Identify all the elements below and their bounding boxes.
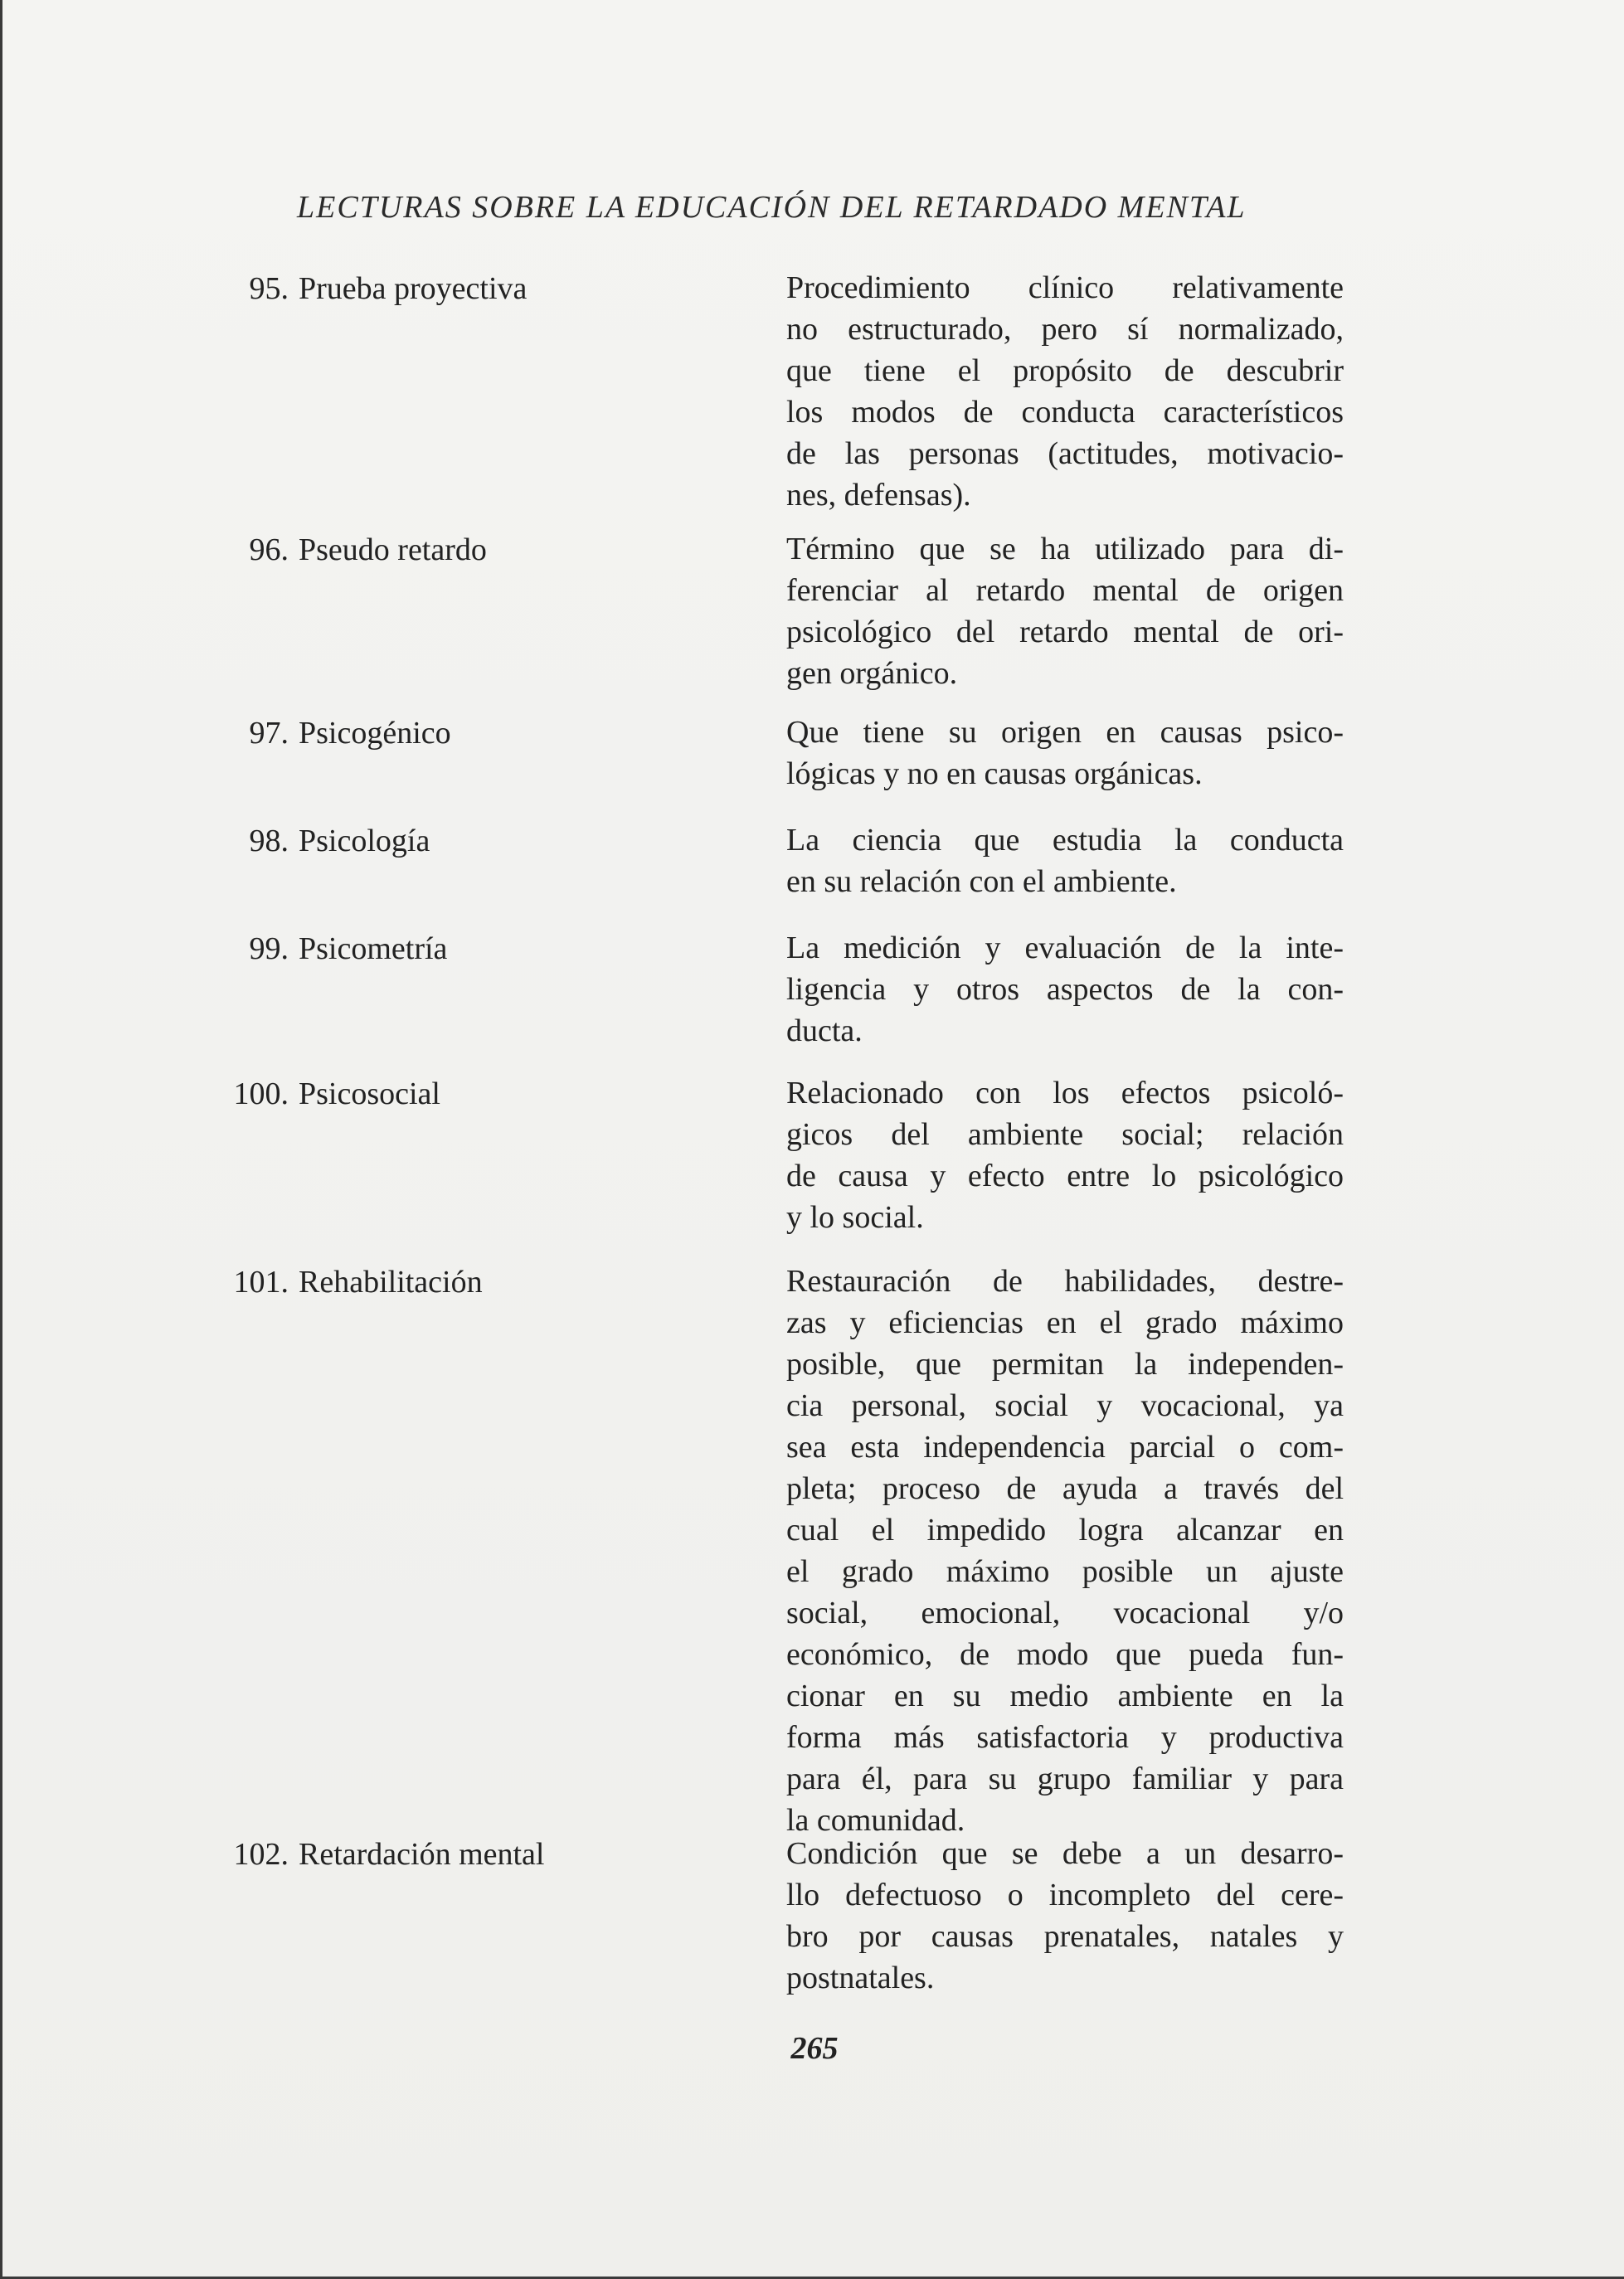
- entry-term-label: Psicosocial: [299, 1076, 440, 1111]
- entry-number: 99.: [249, 931, 289, 966]
- entry-definition: [786, 927, 1344, 1052]
- definition-line: cia personal, social y vocacional, ya: [786, 1388, 1344, 1423]
- entry-term-label: Psicología: [299, 824, 430, 858]
- entry-number: 102.: [233, 1837, 289, 1872]
- entry-number: 101.: [233, 1265, 289, 1300]
- definition-line: gen orgánico.: [786, 656, 958, 691]
- definition-line: sea esta independencia parcial o com-: [786, 1430, 1344, 1465]
- entry-term: [206, 1072, 786, 1115]
- definition-line: ducta.: [786, 1013, 863, 1048]
- page-number: 265: [790, 2031, 839, 2066]
- definition-line: cionar en su medio ambiente en la: [786, 1679, 1344, 1713]
- entry-definition: [786, 1833, 1344, 1999]
- definition-line: forma más satisfactoria y productiva: [786, 1720, 1344, 1755]
- entry-definition: [786, 528, 1344, 694]
- entry-term: [206, 528, 786, 571]
- definition-line: posible, que permitan la independen-: [786, 1347, 1344, 1382]
- entry-definition: [786, 819, 1344, 902]
- entry-term: [206, 1261, 786, 1304]
- definition-line: Procedimiento clínico relativamente: [786, 270, 1344, 305]
- entry-definition: [786, 267, 1344, 516]
- entry-term: [206, 1833, 786, 1876]
- definition-line: Restauración de habilidades, destre-: [786, 1264, 1344, 1299]
- definition-line: postnatales.: [786, 1961, 935, 1995]
- entry-definition: [786, 1261, 1344, 1841]
- definition-line: zas y eficiencias en el grado máximo: [786, 1305, 1344, 1340]
- entry-term-label: Psicometría: [299, 931, 448, 966]
- entry-number: 96.: [249, 532, 289, 567]
- entry-term: [206, 712, 786, 755]
- definition-line: la comunidad.: [786, 1803, 965, 1838]
- running-header: LECTURAS SOBRE LA EDUCACIÓN DEL RETARDADO MENTAL: [297, 190, 1247, 225]
- definition-line: no estructurado, pero sí normalizado,: [786, 312, 1344, 347]
- definition-line: económico, de modo que pueda fun-: [786, 1637, 1344, 1672]
- definition-line: psicológico del retardo mental de ori-: [786, 615, 1344, 649]
- definition-line: el grado máximo posible un ajuste: [786, 1554, 1344, 1589]
- entry-term-label: Psicogénico: [299, 716, 451, 751]
- entry-number: 97.: [249, 716, 289, 751]
- entry-term-label: Retardación mental: [299, 1837, 545, 1872]
- definition-line: de causa y efecto entre lo psicológico: [786, 1159, 1344, 1193]
- entry-term-label: Pseudo retardo: [299, 532, 487, 567]
- definition-line: ligencia y otros aspectos de la con-: [786, 972, 1344, 1007]
- definition-line: Término que se ha utilizado para di-: [786, 532, 1344, 566]
- entry-term-label: Rehabilitación: [299, 1265, 483, 1300]
- definition-line: gicos del ambiente social; relación: [786, 1117, 1344, 1152]
- entry-definition: [786, 1072, 1344, 1238]
- entry-number: 95.: [249, 271, 289, 306]
- definition-line: ferenciar al retardo mental de origen: [786, 573, 1344, 608]
- entry-number: 98.: [249, 824, 289, 858]
- definition-line: La medición y evaluación de la inte-: [786, 931, 1344, 965]
- definition-line: y lo social.: [786, 1200, 924, 1235]
- definition-line: pleta; proceso de ayuda a través del: [786, 1471, 1344, 1506]
- definition-line: Condición que se debe a un desarro-: [786, 1836, 1344, 1871]
- definition-line: cual el impedido logra alcanzar en: [786, 1513, 1344, 1548]
- definition-line: social, emocional, vocacional y/o: [786, 1596, 1344, 1630]
- definition-line: los modos de conducta característicos: [786, 395, 1344, 430]
- entry-definition: [786, 712, 1344, 794]
- definition-line: Relacionado con los efectos psicoló-: [786, 1076, 1344, 1110]
- entry-number: 100.: [233, 1076, 289, 1111]
- entry-term: [206, 927, 786, 970]
- definition-line: Que tiene su origen en causas psico-: [786, 715, 1344, 750]
- definition-line: lógicas y no en causas orgánicas.: [786, 756, 1203, 791]
- entry-term-label: Prueba proyectiva: [299, 271, 528, 306]
- definition-line: que tiene el propósito de descubrir: [786, 353, 1344, 388]
- definition-line: La ciencia que estudia la conducta: [786, 823, 1344, 858]
- definition-line: llo defectuoso o incompleto del cere-: [786, 1878, 1344, 1912]
- definition-line: nes, defensas).: [786, 478, 971, 513]
- definition-line: bro por causas prenatales, natales y: [786, 1919, 1344, 1954]
- definition-line: de las personas (actitudes, motivacio-: [786, 436, 1344, 471]
- entry-term: [206, 267, 786, 310]
- definition-line: para él, para su grupo familiar y para: [786, 1761, 1344, 1796]
- entry-term: [206, 819, 786, 863]
- definition-line: en su relación con el ambiente.: [786, 864, 1177, 899]
